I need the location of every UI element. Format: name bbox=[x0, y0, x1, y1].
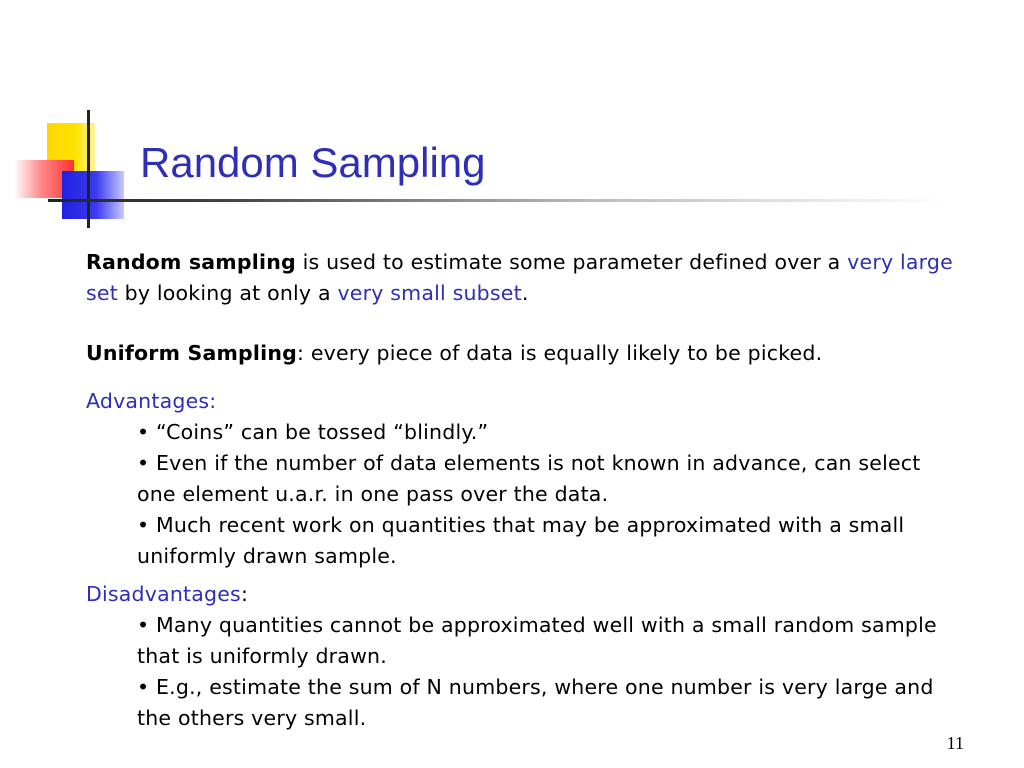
advantages-heading: Advantages: bbox=[86, 389, 217, 413]
disadvantages-heading bbox=[86, 579, 986, 610]
decor-blue-square bbox=[62, 171, 124, 219]
disadvantages-heading-text: Disadvantages bbox=[86, 582, 241, 606]
disadvantages-list bbox=[137, 610, 957, 734]
decor-vertical-line bbox=[87, 110, 90, 228]
advantage-item: • “Coins” can be tossed “blindly.” bbox=[137, 420, 489, 444]
definition-text-b: by looking at only a bbox=[117, 281, 338, 305]
random-sampling-definition bbox=[86, 247, 986, 309]
term-random-sampling: Random sampling bbox=[86, 250, 296, 274]
highlight-very-large-set: very large set bbox=[86, 250, 953, 305]
highlight-very-small-subset: very small subset bbox=[337, 281, 522, 305]
definition-text-c: . bbox=[521, 281, 529, 305]
title-underline bbox=[48, 199, 948, 202]
disadvantages-heading-colon: : bbox=[240, 582, 249, 606]
advantages-list bbox=[137, 417, 957, 572]
page-number: 11 bbox=[946, 733, 964, 753]
definition-text-a: is used to estimate some parameter defined over a bbox=[295, 250, 848, 274]
uniform-definition-text: : every piece of data is equally likely to be picked. bbox=[297, 341, 823, 365]
slide-title: Random Sampling bbox=[140, 139, 486, 186]
advantage-item: • Much recent work on quantities that may be approximated with a small uniformly drawn sample. bbox=[137, 513, 905, 568]
disadvantage-item: • E.g., estimate the sum of N numbers, where one number is very large and the others very small. bbox=[137, 675, 934, 730]
advantage-item: • Even if the number of data elements is not known in advance, can select one element u.a.r. in one pass over the data. bbox=[137, 451, 921, 506]
disadvantage-item: • Many quantities cannot be approximated well with a small random sample that is uniformly drawn. bbox=[137, 613, 937, 668]
uniform-sampling-definition bbox=[86, 338, 986, 369]
term-uniform-sampling: Uniform Sampling bbox=[86, 341, 298, 365]
